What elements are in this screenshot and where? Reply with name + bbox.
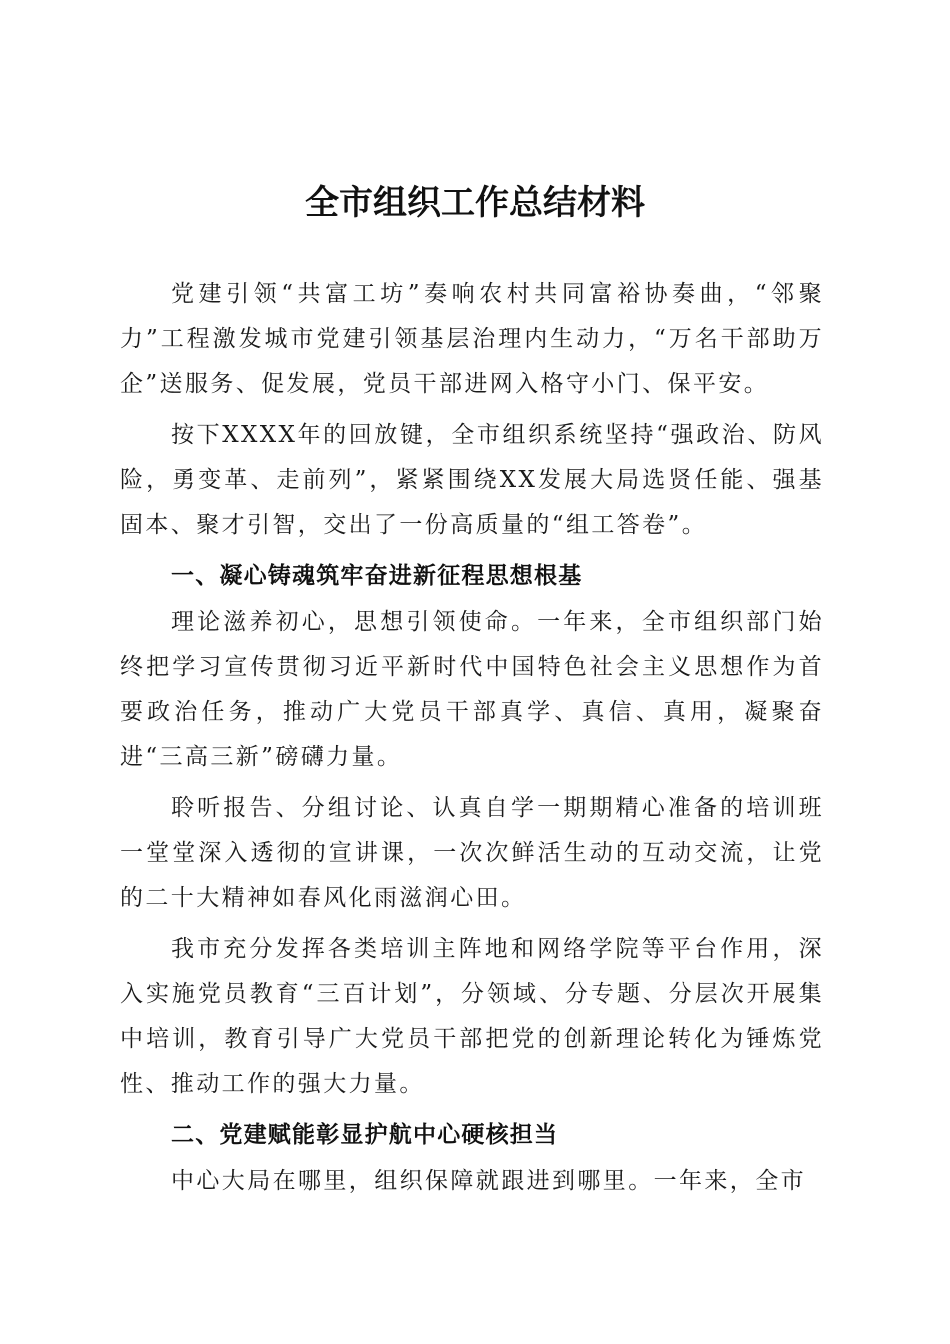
section-2-heading: 二、党建赋能彰显护航中心硬核担当 (171, 1122, 559, 1148)
section-1-paragraph-2: 聆听报告、分组讨论、认真自学一期期精心准备的培训班一堂堂深入透彻的宣讲课，一次次鲜活生动的互动交流，让党的二十大精神如春风化雨滋润心田。 (120, 795, 824, 911)
intro-paragraph-1: 党建引领“共富工坊”奏响农村共同富裕协奏曲，“邻聚力”工程激发城市党建引领基层治理内生动力，“万名干部助万企”送服务、促发展，党员干部进网入格守小门、保平安。 (120, 281, 824, 397)
section-1-paragraph-1: 理论滋养初心，思想引领使命。一年来，全市组织部门始终把学习宣传贯彻习近平新时代中国特色社会主义思想作为首要政治任务，推动广大党员干部真学、真信、真用，凝聚奋进“三高三新”磅礴力量。 (120, 609, 824, 770)
document-body (120, 272, 824, 1204)
intro-paragraph-2: 按下XXXX年的回放键，全市组织系统坚持“强政治、防风险，勇变革、走前列”，紧紧围绕XX发展大局选贤任能、强基固本、聚才引智，交出了一份高质量的“组工答卷”。 (120, 422, 824, 538)
section-2-paragraph-1: 中心大局在哪里，组织保障就跟进到哪里。一年来，全市 (171, 1168, 806, 1194)
section-1-heading: 一、凝心铸魂筑牢奋进新征程思想根基 (171, 563, 583, 589)
section-1-paragraph-3: 我市充分发挥各类培训主阵地和网络学院等平台作用，深入实施党员教育“三百计划”，分领域、分专题、分层次开展集中培训，教育引导广大党员干部把党的创新理论转化为锤炼党性、推动工作的强大力量。 (120, 936, 824, 1097)
document-title: 全市组织工作总结材料 (305, 183, 645, 223)
